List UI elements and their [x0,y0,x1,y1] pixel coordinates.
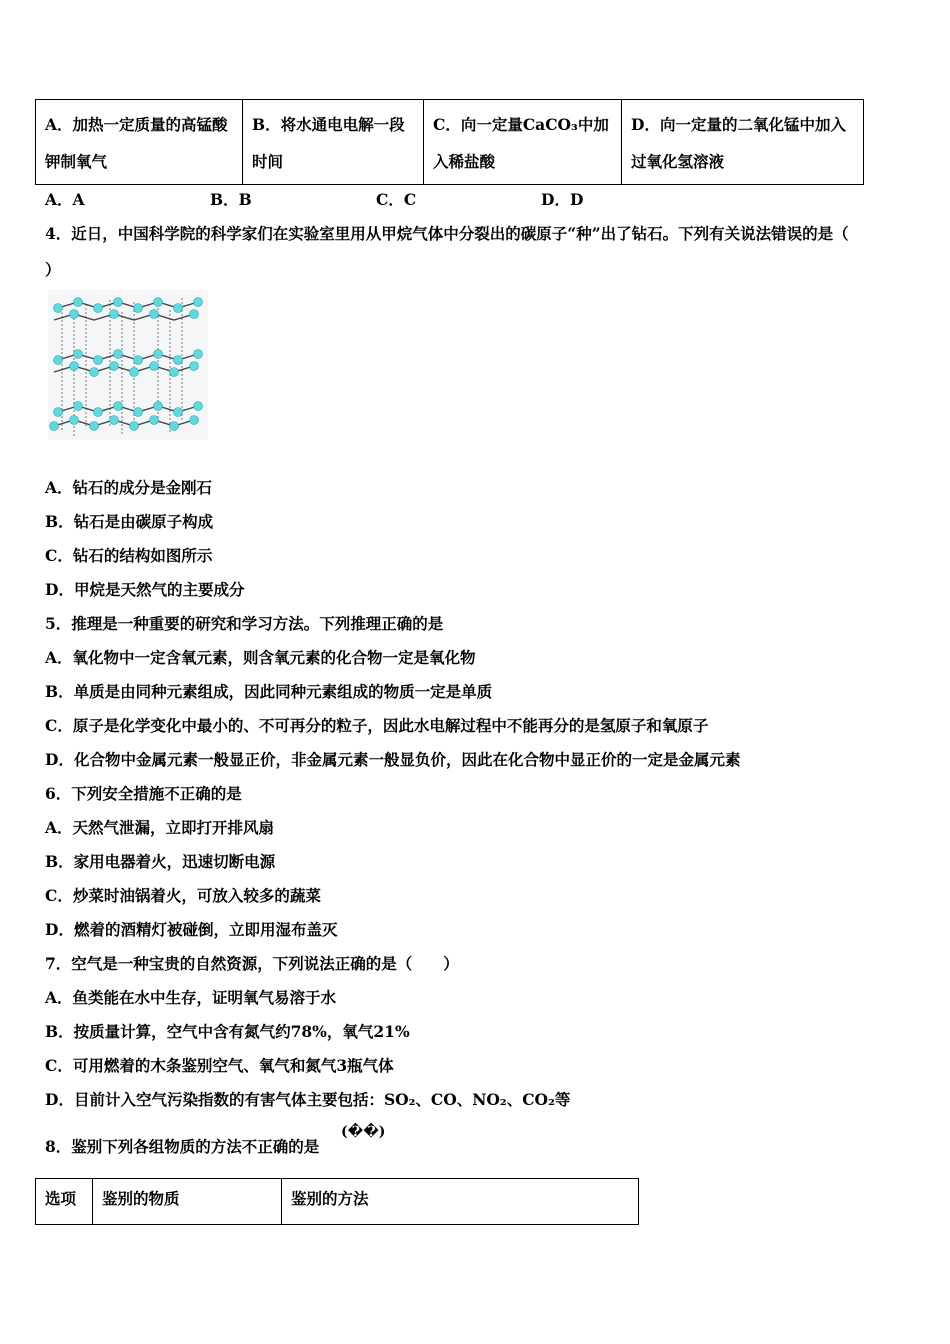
q6-option-d: D．燃着的酒精灯被碰倒，立即用湿布盖灭 [45,920,338,939]
q3-answer-d: D．D [541,190,584,209]
q3-answer-b: B．B [210,190,252,209]
q4-stem: 4．近日，中国科学院的科学家们在实验室里用从甲烷气体中分裂出的碳原子“种”出了钻石。下列有关说法错误的是（ [45,224,849,243]
q5-option-c: C．原子是化学变化中最小的、不可再分的粒子，因此水电解过程中不能再分的是氢原子和氧原子 [45,716,709,735]
q5-option-b: B．单质是由同种元素组成，因此同种元素组成的物质一定是单质 [45,682,493,701]
q8-stem: 8．鉴别下列各组物质的方法不正确的是 [45,1137,320,1156]
q5-option-d: D．化合物中金属元素一般显正价，非金属元素一般显负价，因此在化合物中显正价的一定是金属元素 [45,750,741,769]
q7-stem: 7．空气是一种宝贵的自然资源，下列说法正确的是（ ） [45,954,459,973]
q6-stem: 6．下列安全措施不正确的是 [45,784,242,803]
q8-header-method: 鉴别的方法 [282,1179,639,1225]
q4-option-c: C．钻石的结构如图所示 [45,546,213,565]
q3-option-d: D．向一定量的二氧化锰中加入过氧化氢溶液 [622,100,864,185]
q8-table [35,1178,639,1225]
q6-option-a: A．天然气泄漏，立即打开排风扇 [45,818,275,837]
diamond-structure-diagram [48,290,208,440]
q5-option-a: A．氧化物中一定含氧元素，则含氧元素的化合物一定是氧化物 [45,648,476,667]
q3-option-c: C．向一定量CaCO₃中加入稀盐酸 [424,100,622,185]
q7-option-c: C．可用燃着的木条鉴别空气、氧气和氮气3瓶气体 [45,1056,394,1075]
q4-option-d: D．甲烷是天然气的主要成分 [45,580,245,599]
q6-option-c: C．炒菜时油锅着火，可放入较多的蔬菜 [45,886,321,905]
q3-answer-c: C．C [376,190,417,209]
q8-header-option: 选项 [36,1179,93,1225]
q8-mark: (��) [341,1124,386,1140]
q4-option-b: B．钻石是由碳原子构成 [45,512,214,531]
q4-option-a: A．钻石的成分是金刚石 [45,478,213,497]
q7-option-a: A．鱼类能在水中生存，证明氧气易溶于水 [45,988,337,1007]
q3-option-b: B．将水通电电解一段时间 [243,100,424,185]
q3-option-a: A．加热一定质量的高锰酸钾制氧气 [36,100,243,185]
q8-header-substance: 鉴别的物质 [93,1179,282,1225]
q7-option-d: D．目前计入空气污染指数的有害气体主要包括：SO₂、CO、NO₂、CO₂等 [45,1090,571,1109]
q3-option-table [35,99,864,185]
q4-stem-end: ） [45,260,61,279]
q6-option-b: B．家用电器着火，迅速切断电源 [45,852,276,871]
q5-stem: 5．推理是一种重要的研究和学习方法。下列推理正确的是 [45,614,444,633]
q3-answer-a: A．A [45,190,85,209]
q7-option-b: B．按质量计算，空气中含有氮气约78%，氧气21% [45,1022,410,1041]
